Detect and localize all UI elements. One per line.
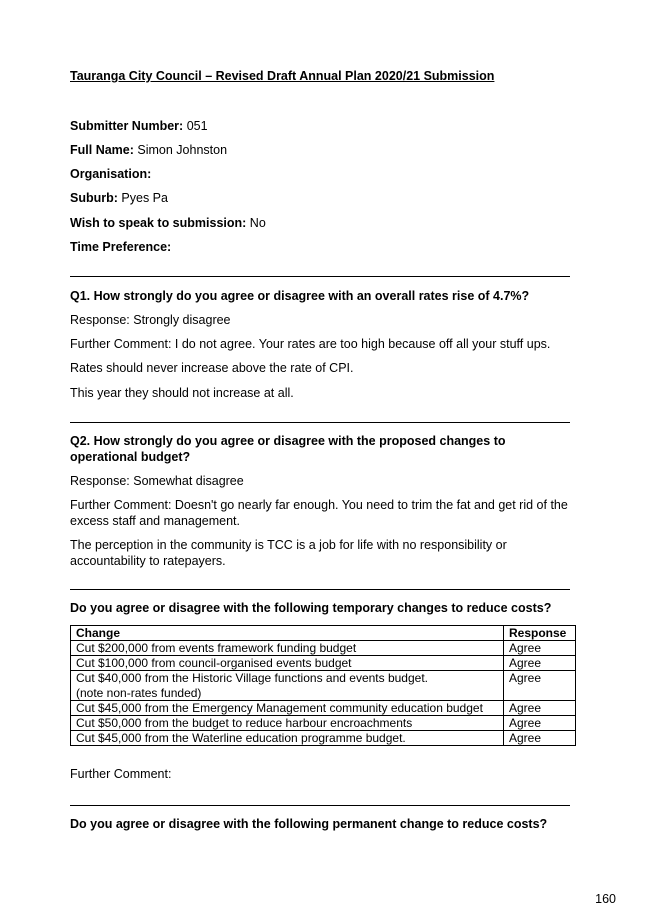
change-cell: Cut $45,000 from the Waterline education programme budget. <box>71 731 504 746</box>
q2-response: Response: Somewhat disagree <box>70 474 244 488</box>
suburb-value: Pyes Pa <box>121 191 168 205</box>
q2-comment-2: The perception in the community is TCC is a job for life with no responsibility or accountability to ratepayers. <box>70 538 507 568</box>
response-cell: Agree <box>504 656 576 671</box>
change-text: Cut $40,000 from the Historic Village functions and events budget. <box>76 671 428 686</box>
submitter-number <box>70 119 208 135</box>
time-preference-label: Time Preference: <box>70 240 172 254</box>
change-cell <box>71 671 504 700</box>
suburb <box>70 191 168 207</box>
full-name <box>70 143 227 159</box>
q2-question: Q2. How strongly do you agree or disagree with the proposed changes to operational budget? <box>70 434 506 464</box>
q1-comment: Further Comment: I do not agree. Your rates are too high because off all your stuff ups. <box>70 337 551 351</box>
change-cell: Cut $45,000 from the Emergency Management community education budget <box>71 700 504 715</box>
page-number: 160 <box>595 892 616 906</box>
submitter-number-label: Submitter Number: <box>70 119 184 133</box>
response-cell: Agree <box>504 731 576 746</box>
organisation <box>70 167 151 183</box>
table-row <box>71 715 576 730</box>
response-cell: Agree <box>504 715 576 730</box>
q1-response: Response: Strongly disagree <box>70 313 231 327</box>
document-title: Tauranga City Council – Revised Draft Annual Plan 2020/21 Submission <box>70 69 495 83</box>
col-response-header: Response <box>504 626 576 641</box>
section-divider <box>70 589 570 590</box>
wish-to-speak-value: No <box>249 216 266 230</box>
section-divider <box>70 276 570 277</box>
temp-changes-question: Do you agree or disagree with the following temporary changes to reduce costs? <box>70 601 552 615</box>
change-note: (note non-rates funded) <box>76 685 202 700</box>
table-header-row <box>71 626 576 641</box>
submitter-number-value: 051 <box>186 119 208 133</box>
change-cell: Cut $100,000 from council-organised events budget <box>71 656 504 671</box>
wish-to-speak-label: Wish to speak to submission: <box>70 216 247 230</box>
full-name-label: Full Name: <box>70 143 134 157</box>
full-name-value: Simon Johnston <box>137 143 228 157</box>
response-cell: Agree <box>504 700 576 715</box>
col-change-header: Change <box>71 626 504 641</box>
table-row <box>71 641 576 656</box>
wish-to-speak <box>70 216 266 232</box>
response-cell: Agree <box>504 671 576 700</box>
perm-changes-question: Do you agree or disagree with the following permanent change to reduce costs? <box>70 817 548 831</box>
table-row <box>71 731 576 746</box>
q1-question: Q1. How strongly do you agree or disagree with an overall rates rise of 4.7%? <box>70 289 530 303</box>
change-cell: Cut $50,000 from the budget to reduce harbour encroachments <box>71 715 504 730</box>
section-divider <box>70 805 570 806</box>
temp-changes-table <box>70 625 576 746</box>
table-row <box>71 700 576 715</box>
q1-comment-3: This year they should not increase at all. <box>70 386 294 400</box>
organisation-label: Organisation: <box>70 167 152 181</box>
time-preference <box>70 240 171 256</box>
q2-comment: Further Comment: Doesn't go nearly far enough. You need to trim the fat and get rid of the excess staff and management. <box>70 498 568 528</box>
q1-comment-2: Rates should never increase above the rate of CPI. <box>70 361 354 375</box>
change-cell: Cut $200,000 from events framework funding budget <box>71 641 504 656</box>
suburb-label: Suburb: <box>70 191 118 205</box>
table-row <box>71 656 576 671</box>
table-row <box>71 671 576 700</box>
response-cell: Agree <box>504 641 576 656</box>
temp-further-comment: Further Comment: <box>70 767 172 781</box>
section-divider <box>70 422 570 423</box>
